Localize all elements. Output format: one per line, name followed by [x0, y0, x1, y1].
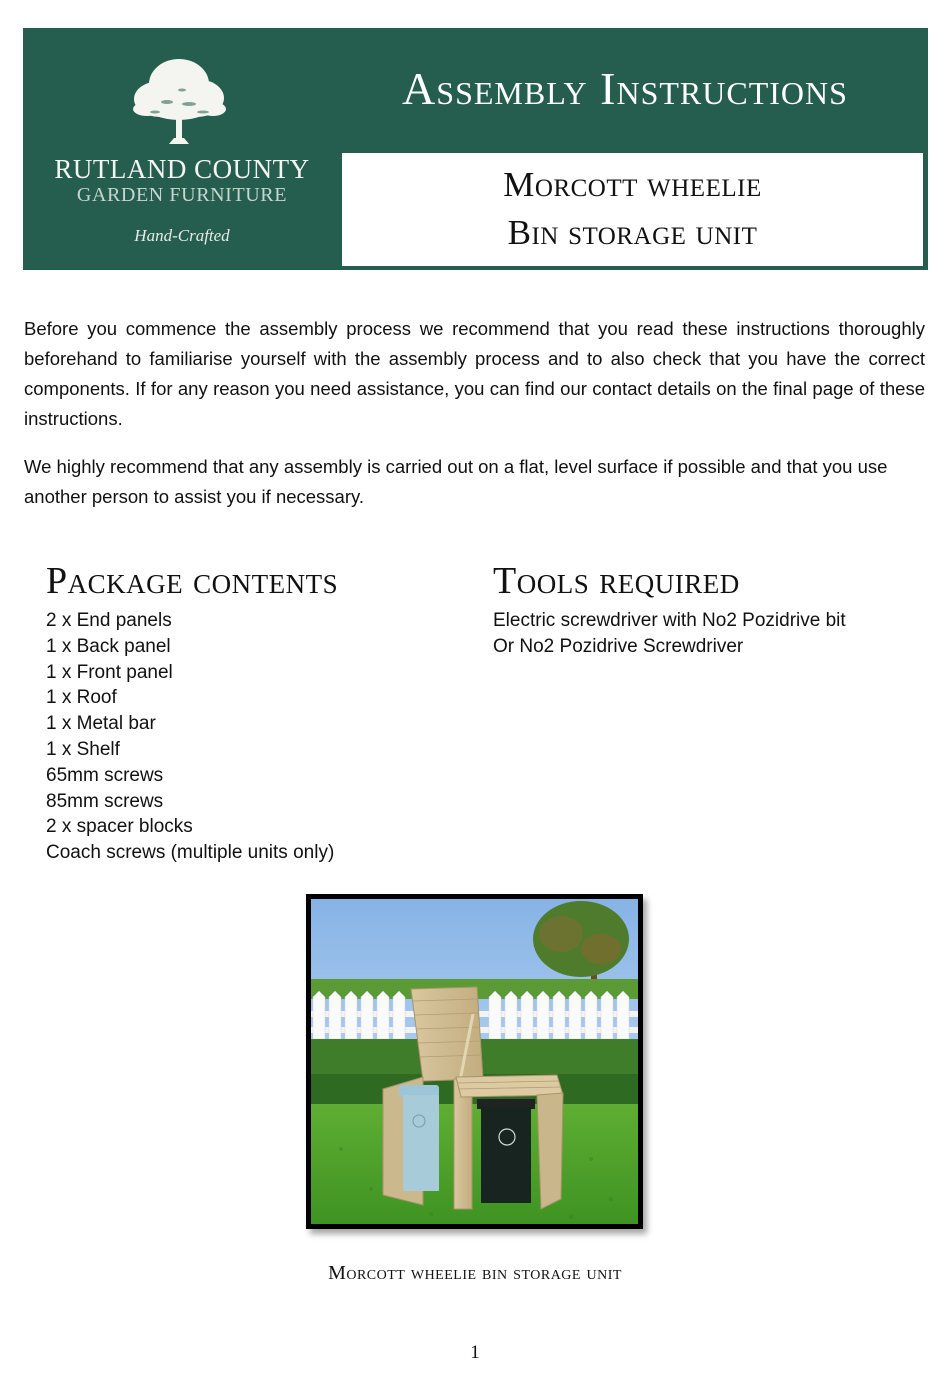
- list-item: Coach screws (multiple units only): [46, 842, 335, 864]
- list-item: Or No2 Pozidrive Screwdriver: [493, 635, 744, 657]
- list-item: 1 x Roof: [46, 687, 117, 709]
- page-title: Assembly Instructions: [402, 63, 848, 114]
- banner-divider: [23, 268, 341, 270]
- header-banner: [23, 28, 928, 270]
- list-item: Electric screwdriver with No2 Pozidrive bit: [493, 610, 846, 631]
- intro-paragraph-2: We highly recommend that any assembly is carried out on a flat, level surface if possible and that you use another person to assist you if necessary.: [24, 456, 888, 507]
- list-item: 1 x Front panel: [46, 661, 173, 683]
- package-contents-section: [46, 558, 466, 866]
- page-number: 1: [470, 1342, 480, 1363]
- brand-name: RUTLAND COUNTY: [54, 154, 310, 184]
- list-item: 1 x Shelf: [46, 738, 120, 760]
- list-item: 65mm screws: [46, 764, 164, 786]
- tools-required-section: [493, 558, 913, 660]
- product-photo: [306, 894, 643, 1229]
- intro-section: [24, 314, 925, 530]
- brand-logo: [23, 28, 341, 270]
- list-item: 2 x End panels: [46, 610, 172, 631]
- package-contents-list: [46, 608, 466, 866]
- list-item: 1 x Metal bar: [46, 713, 156, 735]
- photo-caption: Morcott wheelie bin storage unit: [328, 1262, 622, 1284]
- product-photo-illustration: [311, 899, 638, 1224]
- oak-tree-icon: [127, 54, 231, 148]
- brand-tagline: Hand-Crafted: [134, 226, 230, 245]
- product-title-line-2: Bin storage unit: [507, 213, 758, 252]
- product-title-line-1: Morcott wheelie: [503, 165, 762, 204]
- tools-required-heading: Tools required: [493, 560, 740, 602]
- package-contents-heading: Package contents: [46, 560, 339, 602]
- intro-paragraph-1: Before you commence the assembly process we recommend that you read these instructions thoroughly beforehand to familiarise yourself with the assembly process and to also check that you have the correct components. If for any reason you need assistance, you can find our contact details on the final page of these instructions.: [24, 318, 925, 429]
- tools-required-list: [493, 608, 913, 660]
- list-item: 1 x Back panel: [46, 635, 171, 657]
- product-title-box: [342, 153, 923, 266]
- list-item: 2 x spacer blocks: [46, 816, 193, 838]
- brand-subname: GARDEN FURNITURE: [76, 184, 288, 206]
- list-item: 85mm screws: [46, 790, 164, 812]
